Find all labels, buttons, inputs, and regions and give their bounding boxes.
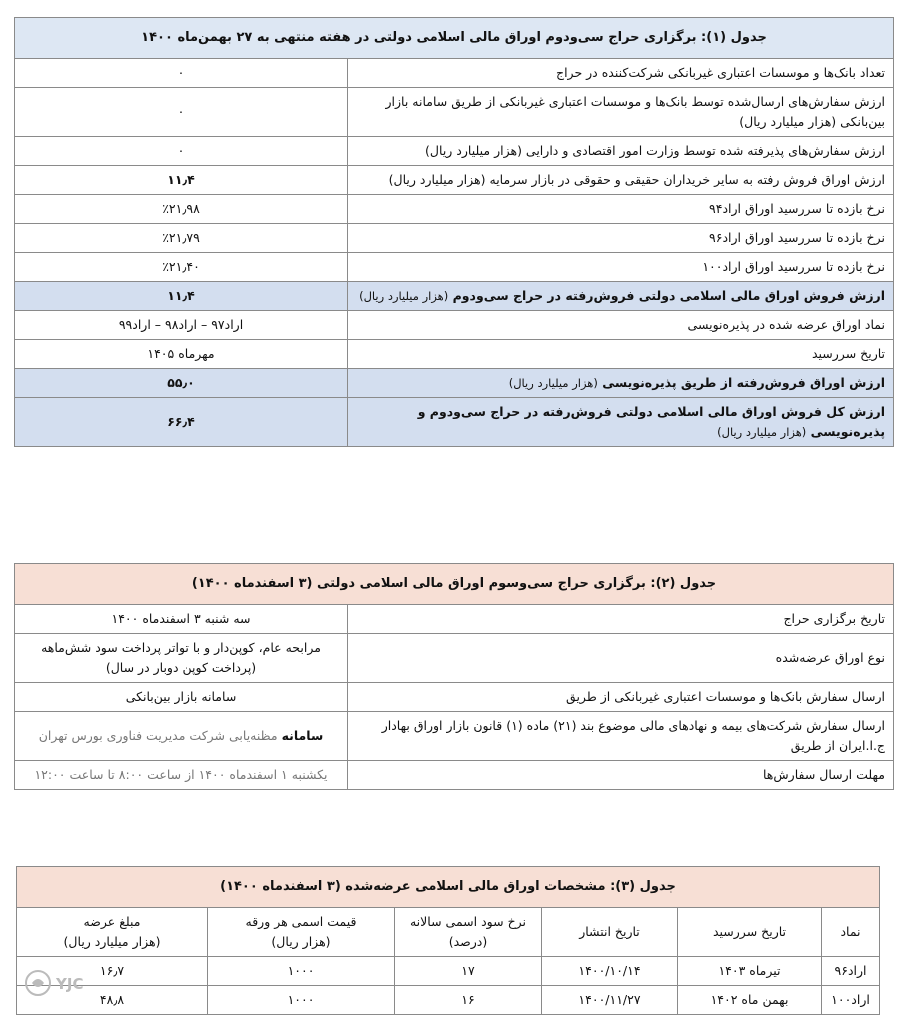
yjc-logo-icon	[22, 966, 112, 1000]
table-2-title: جدول (۲): برگزاری حراج سی‌وسوم اوراق مالی اسلامی دولتی (۳ اسفندماه ۱۴۰۰)	[15, 564, 894, 605]
row-value: ٪۲۱٫۴۰	[15, 253, 348, 282]
column-header-unit: (هزار ریال)	[271, 934, 331, 949]
column-header	[208, 908, 395, 957]
row-label: نرخ بازده تا سررسید اوراق اراد۱۰۰	[348, 253, 894, 282]
column-header	[17, 908, 208, 957]
row-value-bold: سامانه	[281, 728, 324, 743]
cell: اراد۱۰۰	[822, 986, 880, 1015]
cell: ۱۶٫۷	[17, 957, 208, 986]
row-value: ۱۱٫۴	[15, 166, 348, 195]
table-row	[15, 88, 894, 137]
highlight-value: ۵۵٫۰	[15, 369, 348, 398]
column-header	[822, 908, 880, 957]
highlight-row	[15, 369, 894, 398]
table-3-title: جدول (۳): مشخصات اوراق مالی اسلامی عرضه‌شده (۳ اسفندماه ۱۴۰۰)	[17, 867, 880, 908]
table-3-column-headers	[17, 908, 880, 957]
cell: ۱۴۰۰/۱۱/۲۷	[542, 986, 678, 1015]
table-row	[15, 166, 894, 195]
highlight-unit: (هزار میلیارد ریال)	[508, 376, 598, 390]
row-value-text: مظنه‌یابی شرکت مدیریت فناوری بورس تهران	[38, 728, 278, 743]
row-label: نرخ بازده تا سررسید اوراق اراد۹۴	[348, 195, 894, 224]
row-label: نرخ بازده تا سررسید اوراق اراد۹۶	[348, 224, 894, 253]
table-row	[15, 195, 894, 224]
table-row	[15, 683, 894, 712]
cell: ۱۰۰۰	[208, 957, 395, 986]
table-row	[15, 224, 894, 253]
row-label: ارزش سفارش‌های ارسال‌شده توسط بانک‌ها و موسسات اعتباری غیربانکی از طریق سامانه بازار بین‌بانکی (هزار میلیارد ریال)	[348, 88, 894, 137]
table-row	[15, 634, 894, 683]
column-header-text: مبلغ عرضه	[83, 914, 141, 929]
table-3-header	[17, 867, 880, 908]
cell: ۴۸٫۸	[17, 986, 208, 1015]
table-row	[15, 137, 894, 166]
row-label: ارسال سفارش شرکت‌های بیمه و نهادهای مالی موضوع بند (۲۱) ماده (۱) قانون بازار اوراق بهادار ج.ا.ایران از طریق	[348, 712, 894, 761]
row-value: ٪۲۱٫۹۸	[15, 195, 348, 224]
highlight-label	[348, 282, 894, 311]
table-row	[17, 986, 880, 1015]
column-header-unit: (هزار میلیارد ریال)	[63, 934, 161, 949]
highlight-label	[348, 369, 894, 398]
table-row	[15, 712, 894, 761]
row-value: ۰	[15, 137, 348, 166]
table-row	[15, 761, 894, 790]
highlight-unit: (هزار میلیارد ریال)	[717, 425, 807, 439]
column-header-text: تاریخ انتشار	[579, 924, 640, 939]
highlight-label-text: ارزش فروش اوراق مالی اسلامی دولتی فروش‌رفته در حراج سی‌ودوم	[452, 288, 886, 303]
column-header	[678, 908, 822, 957]
table-1-header	[15, 18, 894, 59]
table-row	[15, 605, 894, 634]
cell: تیرماه ۱۴۰۳	[678, 957, 822, 986]
row-value: یکشنبه ۱ اسفندماه ۱۴۰۰ از ساعت ۸:۰۰ تا ساعت ۱۲:۰۰	[15, 761, 348, 790]
table-row	[15, 253, 894, 282]
cell: بهمن ماه ۱۴۰۲	[678, 986, 822, 1015]
row-value: ۰	[15, 88, 348, 137]
highlight-label-text: ارزش اوراق فروش‌رفته از طریق پذیره‌نویسی	[602, 375, 886, 390]
row-label: تاریخ سررسید	[348, 340, 894, 369]
row-label: تاریخ برگزاری حراج	[348, 605, 894, 634]
highlight-label-text: ارزش کل فروش اوراق مالی اسلامی دولتی فروش‌رفته در حراج سی‌ودوم و پذیره‌نویسی	[417, 404, 886, 439]
table-2	[14, 563, 894, 790]
column-header-text: نماد	[840, 924, 861, 939]
table-row	[17, 957, 880, 986]
row-value: مهرماه ۱۴۰۵	[15, 340, 348, 369]
row-value	[15, 712, 348, 761]
row-label: ارزش اوراق فروش رفته به سایر خریداران حقیقی و حقوقی در بازار سرمایه (هزار میلیارد ریال)	[348, 166, 894, 195]
row-value: ۰	[15, 59, 348, 88]
cell: ۱۴۰۰/۱۰/۱۴	[542, 957, 678, 986]
column-header	[395, 908, 542, 957]
row-value: ٪۲۱٫۷۹	[15, 224, 348, 253]
row-label: ارزش سفارش‌های پذیرفته شده توسط وزارت امور اقتصادی و دارایی (هزار میلیارد ریال)	[348, 137, 894, 166]
row-value: اراد۹۷ – اراد۹۸ – اراد۹۹	[15, 311, 348, 340]
highlight-row	[15, 282, 894, 311]
watermark-text: YJC	[56, 975, 84, 993]
table-row	[15, 59, 894, 88]
cell: ۱۰۰۰	[208, 986, 395, 1015]
column-header-unit: (درصد)	[448, 934, 488, 949]
cell: ۱۶	[395, 986, 542, 1015]
highlight-row	[15, 398, 894, 447]
row-label: نماد اوراق عرضه شده در پذیره‌نویسی	[348, 311, 894, 340]
table-1	[14, 17, 894, 447]
row-label: نوع اوراق عرضه‌شده	[348, 634, 894, 683]
row-value: مرابحه عام، کوپن‌دار و با تواتر پرداخت سود شش‌ماهه (پرداخت کوپن دوبار در سال)	[15, 634, 348, 683]
table-3	[16, 866, 880, 1015]
row-label: مهلت ارسال سفارش‌ها	[348, 761, 894, 790]
row-value: سه شنبه ۳ اسفندماه ۱۴۰۰	[15, 605, 348, 634]
row-value: سامانه بازار بین‌بانکی	[15, 683, 348, 712]
watermark	[22, 966, 112, 1000]
highlight-value: ۱۱٫۴	[15, 282, 348, 311]
column-header-text: تاریخ سررسید	[712, 924, 787, 939]
table-row	[15, 340, 894, 369]
row-label: تعداد بانک‌ها و موسسات اعتباری غیربانکی شرکت‌کننده در حراج	[348, 59, 894, 88]
highlight-label	[348, 398, 894, 447]
table-row	[15, 311, 894, 340]
highlight-unit: (هزار میلیارد ریال)	[359, 289, 449, 303]
table-2-header	[15, 564, 894, 605]
table-1-title: جدول (۱): برگزاری حراج سی‌ودوم اوراق مالی اسلامی دولتی در هفته منتهی به ۲۷ بهمن‌ماه ۱۴۰۰	[15, 18, 894, 59]
column-header	[542, 908, 678, 957]
cell: ۱۷	[395, 957, 542, 986]
row-label: ارسال سفارش بانک‌ها و موسسات اعتباری غیربانکی از طریق	[348, 683, 894, 712]
column-header-text: قیمت اسمی هر ورقه	[245, 914, 357, 929]
cell: اراد۹۶	[822, 957, 880, 986]
highlight-value: ۶۶٫۴	[15, 398, 348, 447]
column-header-text: نرخ سود اسمی سالانه	[409, 914, 527, 929]
